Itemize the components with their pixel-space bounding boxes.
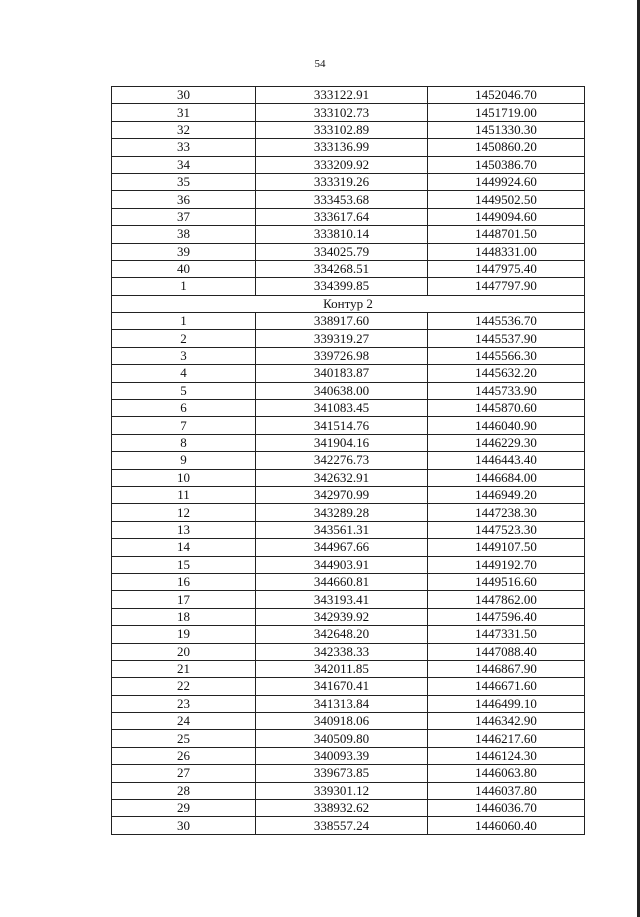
coordinates-table-body	[112, 87, 585, 835]
table-row	[112, 347, 585, 364]
point-number-cell: 39	[112, 243, 256, 260]
table-row	[112, 365, 585, 382]
point-number-cell: 12	[112, 504, 256, 521]
table-row	[112, 313, 585, 330]
x-coordinate-cell: 342632.91	[256, 469, 428, 486]
point-number-cell: 17	[112, 591, 256, 608]
y-coordinate-cell: 1447523.30	[428, 521, 585, 538]
table-row	[112, 713, 585, 730]
y-coordinate-cell: 1449107.50	[428, 539, 585, 556]
y-coordinate-cell: 1449094.60	[428, 208, 585, 225]
table-row	[112, 782, 585, 799]
contour-header-row	[112, 295, 585, 312]
x-coordinate-cell: 343193.41	[256, 591, 428, 608]
point-number-cell: 30	[112, 817, 256, 834]
point-number-cell: 36	[112, 191, 256, 208]
x-coordinate-cell: 340638.00	[256, 382, 428, 399]
table-row	[112, 730, 585, 747]
y-coordinate-cell: 1445537.90	[428, 330, 585, 347]
point-number-cell: 5	[112, 382, 256, 399]
y-coordinate-cell: 1446342.90	[428, 713, 585, 730]
table-row	[112, 260, 585, 277]
point-number-cell: 32	[112, 121, 256, 138]
table-row	[112, 678, 585, 695]
point-number-cell: 16	[112, 573, 256, 590]
y-coordinate-cell: 1447862.00	[428, 591, 585, 608]
point-number-cell: 30	[112, 87, 256, 104]
table-row	[112, 817, 585, 834]
point-number-cell: 37	[112, 208, 256, 225]
contour-title: Контур 2	[112, 295, 585, 312]
table-row	[112, 747, 585, 764]
x-coordinate-cell: 340183.87	[256, 365, 428, 382]
table-row	[112, 486, 585, 503]
y-coordinate-cell: 1445632.20	[428, 365, 585, 382]
y-coordinate-cell: 1446036.70	[428, 800, 585, 817]
point-number-cell: 26	[112, 747, 256, 764]
x-coordinate-cell: 340093.39	[256, 747, 428, 764]
x-coordinate-cell: 333453.68	[256, 191, 428, 208]
table-row	[112, 521, 585, 538]
x-coordinate-cell: 334268.51	[256, 260, 428, 277]
y-coordinate-cell: 1447088.40	[428, 643, 585, 660]
x-coordinate-cell: 334025.79	[256, 243, 428, 260]
x-coordinate-cell: 338932.62	[256, 800, 428, 817]
point-number-cell: 11	[112, 486, 256, 503]
y-coordinate-cell: 1447596.40	[428, 608, 585, 625]
point-number-cell: 40	[112, 260, 256, 277]
y-coordinate-cell: 1448331.00	[428, 243, 585, 260]
y-coordinate-cell: 1449516.60	[428, 573, 585, 590]
y-coordinate-cell: 1449924.60	[428, 173, 585, 190]
point-number-cell: 24	[112, 713, 256, 730]
point-number-cell: 7	[112, 417, 256, 434]
point-number-cell: 27	[112, 765, 256, 782]
table-row	[112, 278, 585, 295]
table-row	[112, 660, 585, 677]
point-number-cell: 1	[112, 278, 256, 295]
x-coordinate-cell: 338917.60	[256, 313, 428, 330]
x-coordinate-cell: 342939.92	[256, 608, 428, 625]
coordinates-table	[111, 86, 585, 835]
table-row	[112, 556, 585, 573]
point-number-cell: 34	[112, 156, 256, 173]
y-coordinate-cell: 1446229.30	[428, 434, 585, 451]
y-coordinate-cell: 1445536.70	[428, 313, 585, 330]
point-number-cell: 22	[112, 678, 256, 695]
point-number-cell: 14	[112, 539, 256, 556]
point-number-cell: 2	[112, 330, 256, 347]
y-coordinate-cell: 1446124.30	[428, 747, 585, 764]
table-row	[112, 173, 585, 190]
point-number-cell: 6	[112, 400, 256, 417]
point-number-cell: 4	[112, 365, 256, 382]
point-number-cell: 3	[112, 347, 256, 364]
point-number-cell: 23	[112, 695, 256, 712]
table-row	[112, 121, 585, 138]
x-coordinate-cell: 333136.99	[256, 139, 428, 156]
y-coordinate-cell: 1446060.40	[428, 817, 585, 834]
point-number-cell: 19	[112, 626, 256, 643]
y-coordinate-cell: 1446040.90	[428, 417, 585, 434]
x-coordinate-cell: 334399.85	[256, 278, 428, 295]
y-coordinate-cell: 1446217.60	[428, 730, 585, 747]
x-coordinate-cell: 338557.24	[256, 817, 428, 834]
table-row	[112, 156, 585, 173]
table-row	[112, 243, 585, 260]
table-row	[112, 539, 585, 556]
table-row	[112, 765, 585, 782]
y-coordinate-cell: 1447331.50	[428, 626, 585, 643]
table-row	[112, 417, 585, 434]
table-row	[112, 87, 585, 104]
y-coordinate-cell: 1451719.00	[428, 104, 585, 121]
x-coordinate-cell: 339319.27	[256, 330, 428, 347]
table-row	[112, 626, 585, 643]
y-coordinate-cell: 1450860.20	[428, 139, 585, 156]
point-number-cell: 31	[112, 104, 256, 121]
x-coordinate-cell: 333617.64	[256, 208, 428, 225]
y-coordinate-cell: 1445733.90	[428, 382, 585, 399]
x-coordinate-cell: 339301.12	[256, 782, 428, 799]
x-coordinate-cell: 333209.92	[256, 156, 428, 173]
y-coordinate-cell: 1447797.90	[428, 278, 585, 295]
x-coordinate-cell: 339726.98	[256, 347, 428, 364]
x-coordinate-cell: 341904.16	[256, 434, 428, 451]
table-row	[112, 226, 585, 243]
y-coordinate-cell: 1446443.40	[428, 452, 585, 469]
table-row	[112, 104, 585, 121]
y-coordinate-cell: 1450386.70	[428, 156, 585, 173]
point-number-cell: 29	[112, 800, 256, 817]
table-row	[112, 400, 585, 417]
point-number-cell: 9	[112, 452, 256, 469]
y-coordinate-cell: 1446037.80	[428, 782, 585, 799]
x-coordinate-cell: 333810.14	[256, 226, 428, 243]
table-row	[112, 434, 585, 451]
x-coordinate-cell: 333122.91	[256, 87, 428, 104]
point-number-cell: 18	[112, 608, 256, 625]
x-coordinate-cell: 343561.31	[256, 521, 428, 538]
x-coordinate-cell: 341313.84	[256, 695, 428, 712]
x-coordinate-cell: 342648.20	[256, 626, 428, 643]
point-number-cell: 38	[112, 226, 256, 243]
x-coordinate-cell: 339673.85	[256, 765, 428, 782]
table-row	[112, 139, 585, 156]
x-coordinate-cell: 343289.28	[256, 504, 428, 521]
point-number-cell: 20	[112, 643, 256, 660]
x-coordinate-cell: 342011.85	[256, 660, 428, 677]
y-coordinate-cell: 1446499.10	[428, 695, 585, 712]
x-coordinate-cell: 344967.66	[256, 539, 428, 556]
table-row	[112, 208, 585, 225]
x-coordinate-cell: 342970.99	[256, 486, 428, 503]
point-number-cell: 33	[112, 139, 256, 156]
y-coordinate-cell: 1446949.20	[428, 486, 585, 503]
y-coordinate-cell: 1445566.30	[428, 347, 585, 364]
table-row	[112, 573, 585, 590]
point-number-cell: 28	[112, 782, 256, 799]
point-number-cell: 8	[112, 434, 256, 451]
table-row	[112, 800, 585, 817]
x-coordinate-cell: 340918.06	[256, 713, 428, 730]
x-coordinate-cell: 344903.91	[256, 556, 428, 573]
y-coordinate-cell: 1449502.50	[428, 191, 585, 208]
y-coordinate-cell: 1448701.50	[428, 226, 585, 243]
y-coordinate-cell: 1446867.90	[428, 660, 585, 677]
y-coordinate-cell: 1449192.70	[428, 556, 585, 573]
table-row	[112, 608, 585, 625]
x-coordinate-cell: 342276.73	[256, 452, 428, 469]
table-row	[112, 452, 585, 469]
table-row	[112, 191, 585, 208]
page-number: 54	[314, 58, 326, 70]
x-coordinate-cell: 333319.26	[256, 173, 428, 190]
table-row	[112, 591, 585, 608]
y-coordinate-cell: 1446671.60	[428, 678, 585, 695]
x-coordinate-cell: 341514.76	[256, 417, 428, 434]
point-number-cell: 25	[112, 730, 256, 747]
y-coordinate-cell: 1446063.80	[428, 765, 585, 782]
point-number-cell: 35	[112, 173, 256, 190]
table-row	[112, 695, 585, 712]
point-number-cell: 10	[112, 469, 256, 486]
y-coordinate-cell: 1446684.00	[428, 469, 585, 486]
table-row	[112, 330, 585, 347]
point-number-cell: 15	[112, 556, 256, 573]
x-coordinate-cell: 333102.73	[256, 104, 428, 121]
y-coordinate-cell: 1451330.30	[428, 121, 585, 138]
x-coordinate-cell: 333102.89	[256, 121, 428, 138]
y-coordinate-cell: 1452046.70	[428, 87, 585, 104]
x-coordinate-cell: 340509.80	[256, 730, 428, 747]
y-coordinate-cell: 1447975.40	[428, 260, 585, 277]
point-number-cell: 21	[112, 660, 256, 677]
table-row	[112, 504, 585, 521]
x-coordinate-cell: 344660.81	[256, 573, 428, 590]
x-coordinate-cell: 341083.45	[256, 400, 428, 417]
point-number-cell: 13	[112, 521, 256, 538]
table-row	[112, 643, 585, 660]
point-number-cell: 1	[112, 313, 256, 330]
x-coordinate-cell: 342338.33	[256, 643, 428, 660]
table-row	[112, 382, 585, 399]
table-row	[112, 469, 585, 486]
y-coordinate-cell: 1447238.30	[428, 504, 585, 521]
x-coordinate-cell: 341670.41	[256, 678, 428, 695]
y-coordinate-cell: 1445870.60	[428, 400, 585, 417]
